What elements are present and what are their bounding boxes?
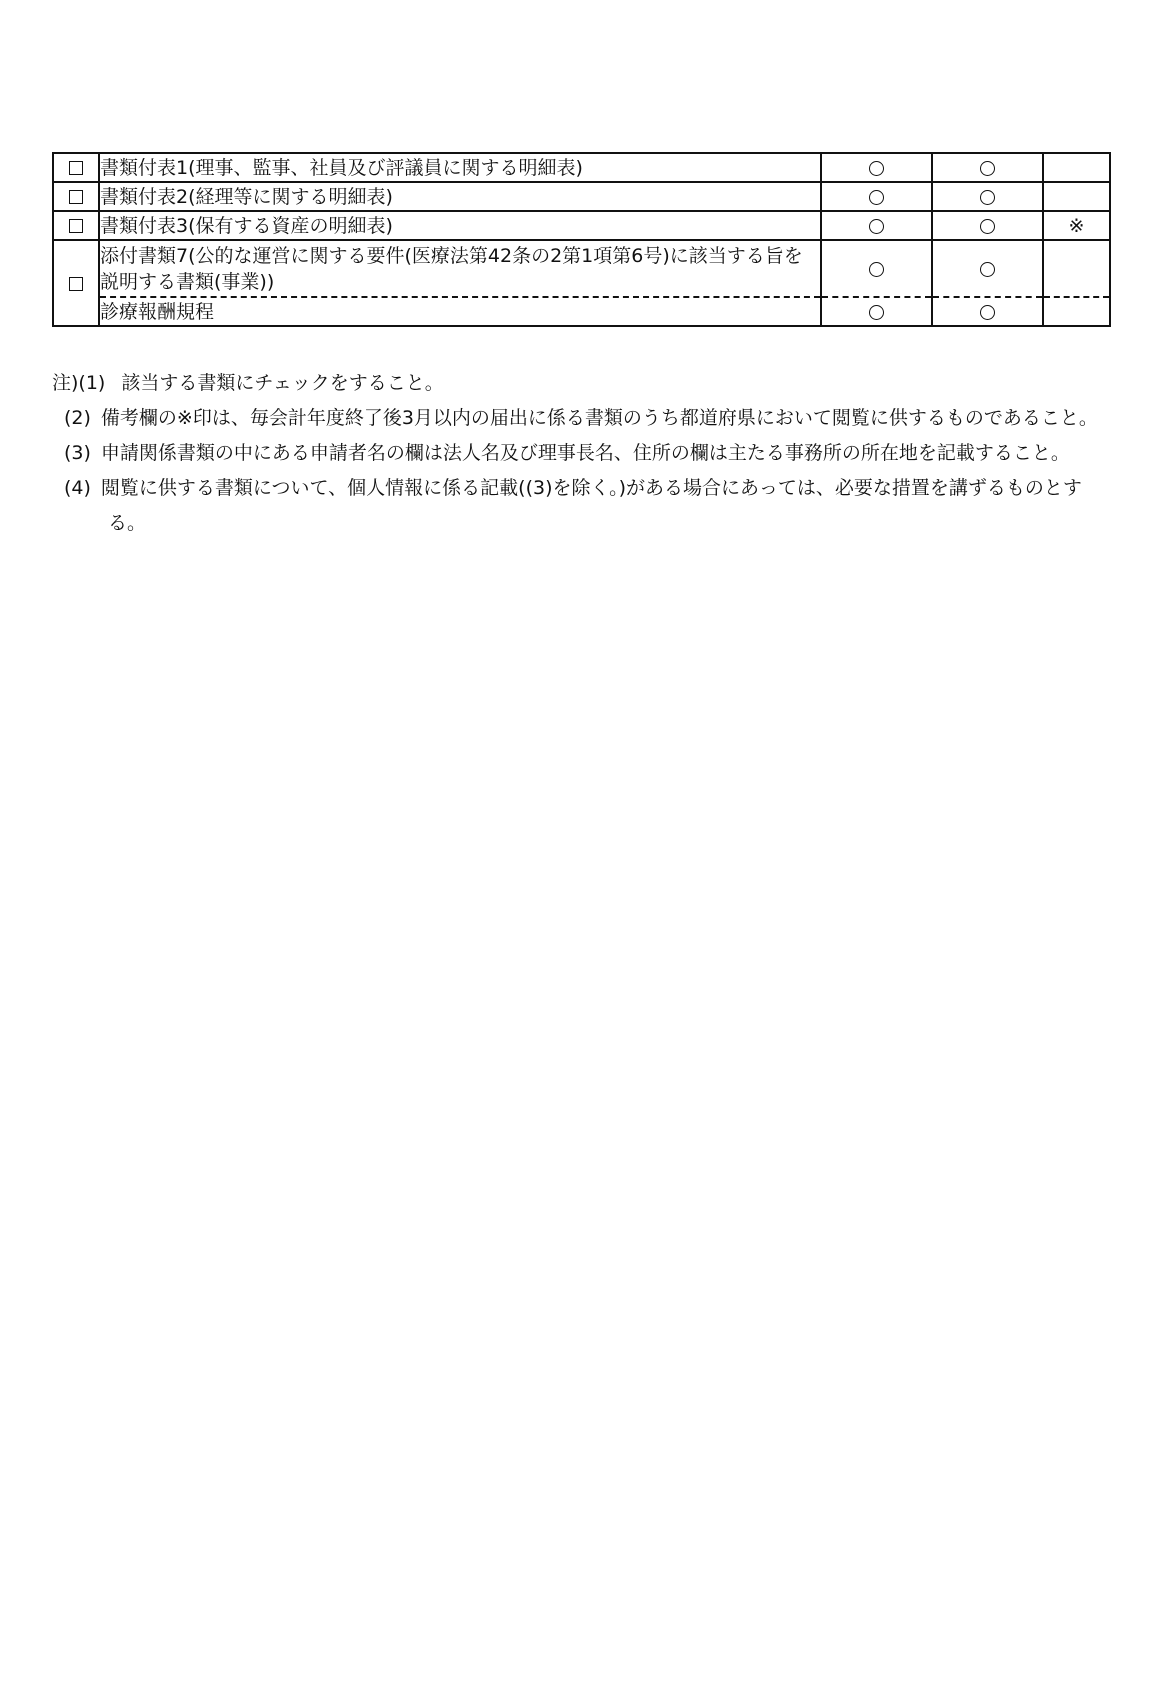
checkbox-cell[interactable]: [53, 211, 99, 240]
checkbox-cell[interactable]: [53, 240, 99, 326]
note-label: (3): [64, 442, 91, 464]
table-row: [53, 297, 1110, 326]
table-row: [53, 211, 1110, 240]
circle-mark-icon: [980, 190, 995, 205]
document-name: 書類付表1(理事、監事、社員及び評議員に関する明細表): [99, 153, 821, 182]
circle-mark-icon: [869, 190, 884, 205]
remark-cell: [1043, 153, 1110, 182]
remark-cell: ※: [1043, 211, 1110, 240]
mark-cell: [821, 153, 932, 182]
checkbox-cell[interactable]: [53, 182, 99, 211]
square-checkbox-icon[interactable]: [69, 277, 83, 291]
notes-prefix: 注): [52, 372, 79, 394]
square-checkbox-icon[interactable]: [69, 190, 83, 204]
table-row: [53, 153, 1110, 182]
notes-section: [52, 366, 1117, 541]
remark-cell: [1043, 240, 1110, 297]
mark-cell: [821, 211, 932, 240]
document-checklist-table: [52, 152, 1111, 327]
circle-mark-icon: [869, 305, 884, 320]
note-text: 申請関係書類の中にある申請者名の欄は法人名及び理事長名、住所の欄は主たる事務所の所在地を記載すること。: [100, 442, 1070, 464]
mark-cell: [932, 153, 1043, 182]
square-checkbox-icon[interactable]: [69, 161, 83, 175]
note-item-4: [52, 471, 1117, 541]
document-name: 書類付表3(保有する資産の明細表): [99, 211, 821, 240]
note-text: 該当する書類にチェックをすること。: [121, 372, 444, 394]
note-label: (4): [64, 477, 91, 499]
table-row: [53, 182, 1110, 211]
document-name: 添付書類7(公的な運営に関する要件(医療法第42条の2第1項第6号)に該当する旨を説明する書類(事業)): [99, 240, 821, 297]
mark-cell: [932, 297, 1043, 326]
circle-mark-icon: [869, 219, 884, 234]
circle-mark-icon: [980, 305, 995, 320]
mark-cell: [932, 240, 1043, 297]
document-name: 診療報酬規程: [99, 297, 821, 326]
remark-cell: [1043, 297, 1110, 326]
square-checkbox-icon[interactable]: [69, 219, 83, 233]
mark-cell: [821, 240, 932, 297]
note-text: 閲覧に供する書類について、個人情報に係る記載((3)を除く。)がある場合にあっては、必要な措置を講ずるものとする。: [100, 477, 1082, 534]
circle-mark-icon: [980, 161, 995, 176]
checkbox-cell[interactable]: [53, 153, 99, 182]
mark-cell: [821, 297, 932, 326]
note-label: (1): [78, 372, 106, 394]
mark-cell: [932, 211, 1043, 240]
circle-mark-icon: [869, 161, 884, 176]
note-label: (2): [64, 407, 91, 429]
circle-mark-icon: [980, 219, 995, 234]
document-name: 書類付表2(経理等に関する明細表): [99, 182, 821, 211]
note-text: 備考欄の※印は、毎会計年度終了後3月以内の届出に係る書類のうち都道府県において閲覧に供するものであること。: [100, 407, 1098, 429]
mark-cell: [932, 182, 1043, 211]
note-item-3: [52, 436, 1117, 471]
note-item-1: [52, 366, 1117, 401]
circle-mark-icon: [869, 262, 884, 277]
mark-cell: [821, 182, 932, 211]
note-item-2: [52, 401, 1117, 436]
table-row: [53, 240, 1110, 297]
remark-cell: [1043, 182, 1110, 211]
circle-mark-icon: [980, 262, 995, 277]
